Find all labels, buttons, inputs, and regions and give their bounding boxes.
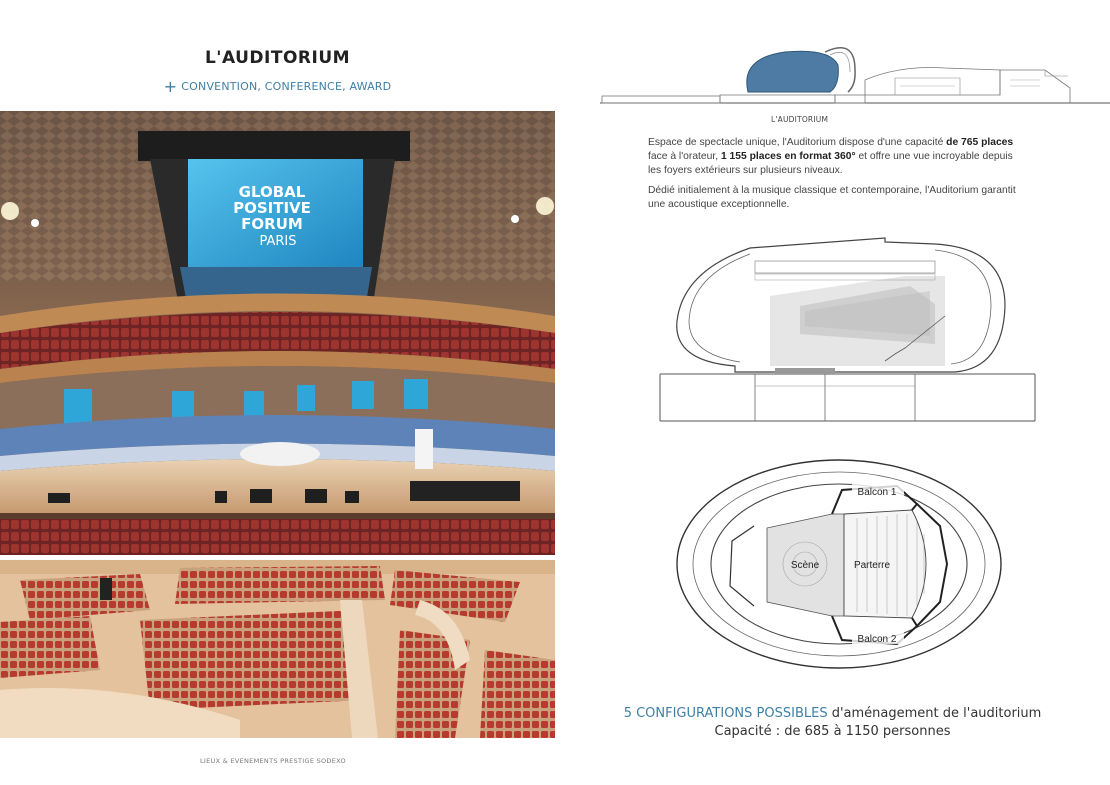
auditorium-stage-photo [0, 111, 555, 555]
elevation-label: L'AUDITORIUM [771, 115, 829, 124]
configurations-highlight: 5 CONFIGURATIONS POSSIBLES [623, 706, 828, 721]
building-elevation-drawing [600, 40, 1110, 114]
configurations-line [560, 705, 1105, 723]
desc-bold-capacity-front: de 765 places [946, 137, 1014, 148]
desc-text-e: et offre une vue incroyable depuis les foyers extérieurs sur plusieurs niveaux. [648, 151, 1013, 176]
capacity-line: Capacité : de 685 à 1150 personnes [714, 724, 951, 739]
desc-text-a: Espace de spectacle unique, l'Auditorium dispose d'une capacité [648, 137, 947, 148]
auditorium-seating-photo [0, 560, 555, 738]
parterre-label: Parterre [853, 560, 891, 571]
page-subtitle [0, 77, 555, 96]
description-paragraph-1 [648, 136, 1028, 178]
configurations-caption [560, 705, 1105, 741]
section-drawing [655, 236, 1040, 428]
screen-text-3: FORUM [241, 215, 303, 233]
screen-text-1: GLOBAL [238, 183, 306, 201]
balcon-1-label: Balcon 1 [857, 487, 897, 498]
configurations-rest: d'aménagement de l'auditorium [827, 706, 1042, 721]
subtitle-text: CONVENTION, CONFERENCE, AWARD [181, 80, 392, 93]
scene-label: Scène [790, 560, 820, 571]
description-paragraph-2: Dédié initialement à la musique classique et contemporaine, l'Auditorium garantit une acoustique exceptionnelle. [648, 185, 1016, 210]
screen-text-4: PARIS [259, 234, 297, 249]
desc-text-c: face à l'orateur, [648, 151, 721, 162]
balcon-2-label: Balcon 2 [857, 634, 897, 645]
footer-text: LIEUX & EVENEMENTS PRESTIGE SODEXO [200, 757, 346, 765]
desc-bold-capacity-360: 1 155 places en format 360° [720, 151, 856, 162]
page-title: L'AUDITORIUM [204, 48, 351, 68]
description [648, 136, 1028, 218]
floor-plan-drawing [672, 456, 1007, 676]
plus-icon: + [163, 77, 178, 96]
screen-text-2: POSITIVE [233, 199, 311, 217]
